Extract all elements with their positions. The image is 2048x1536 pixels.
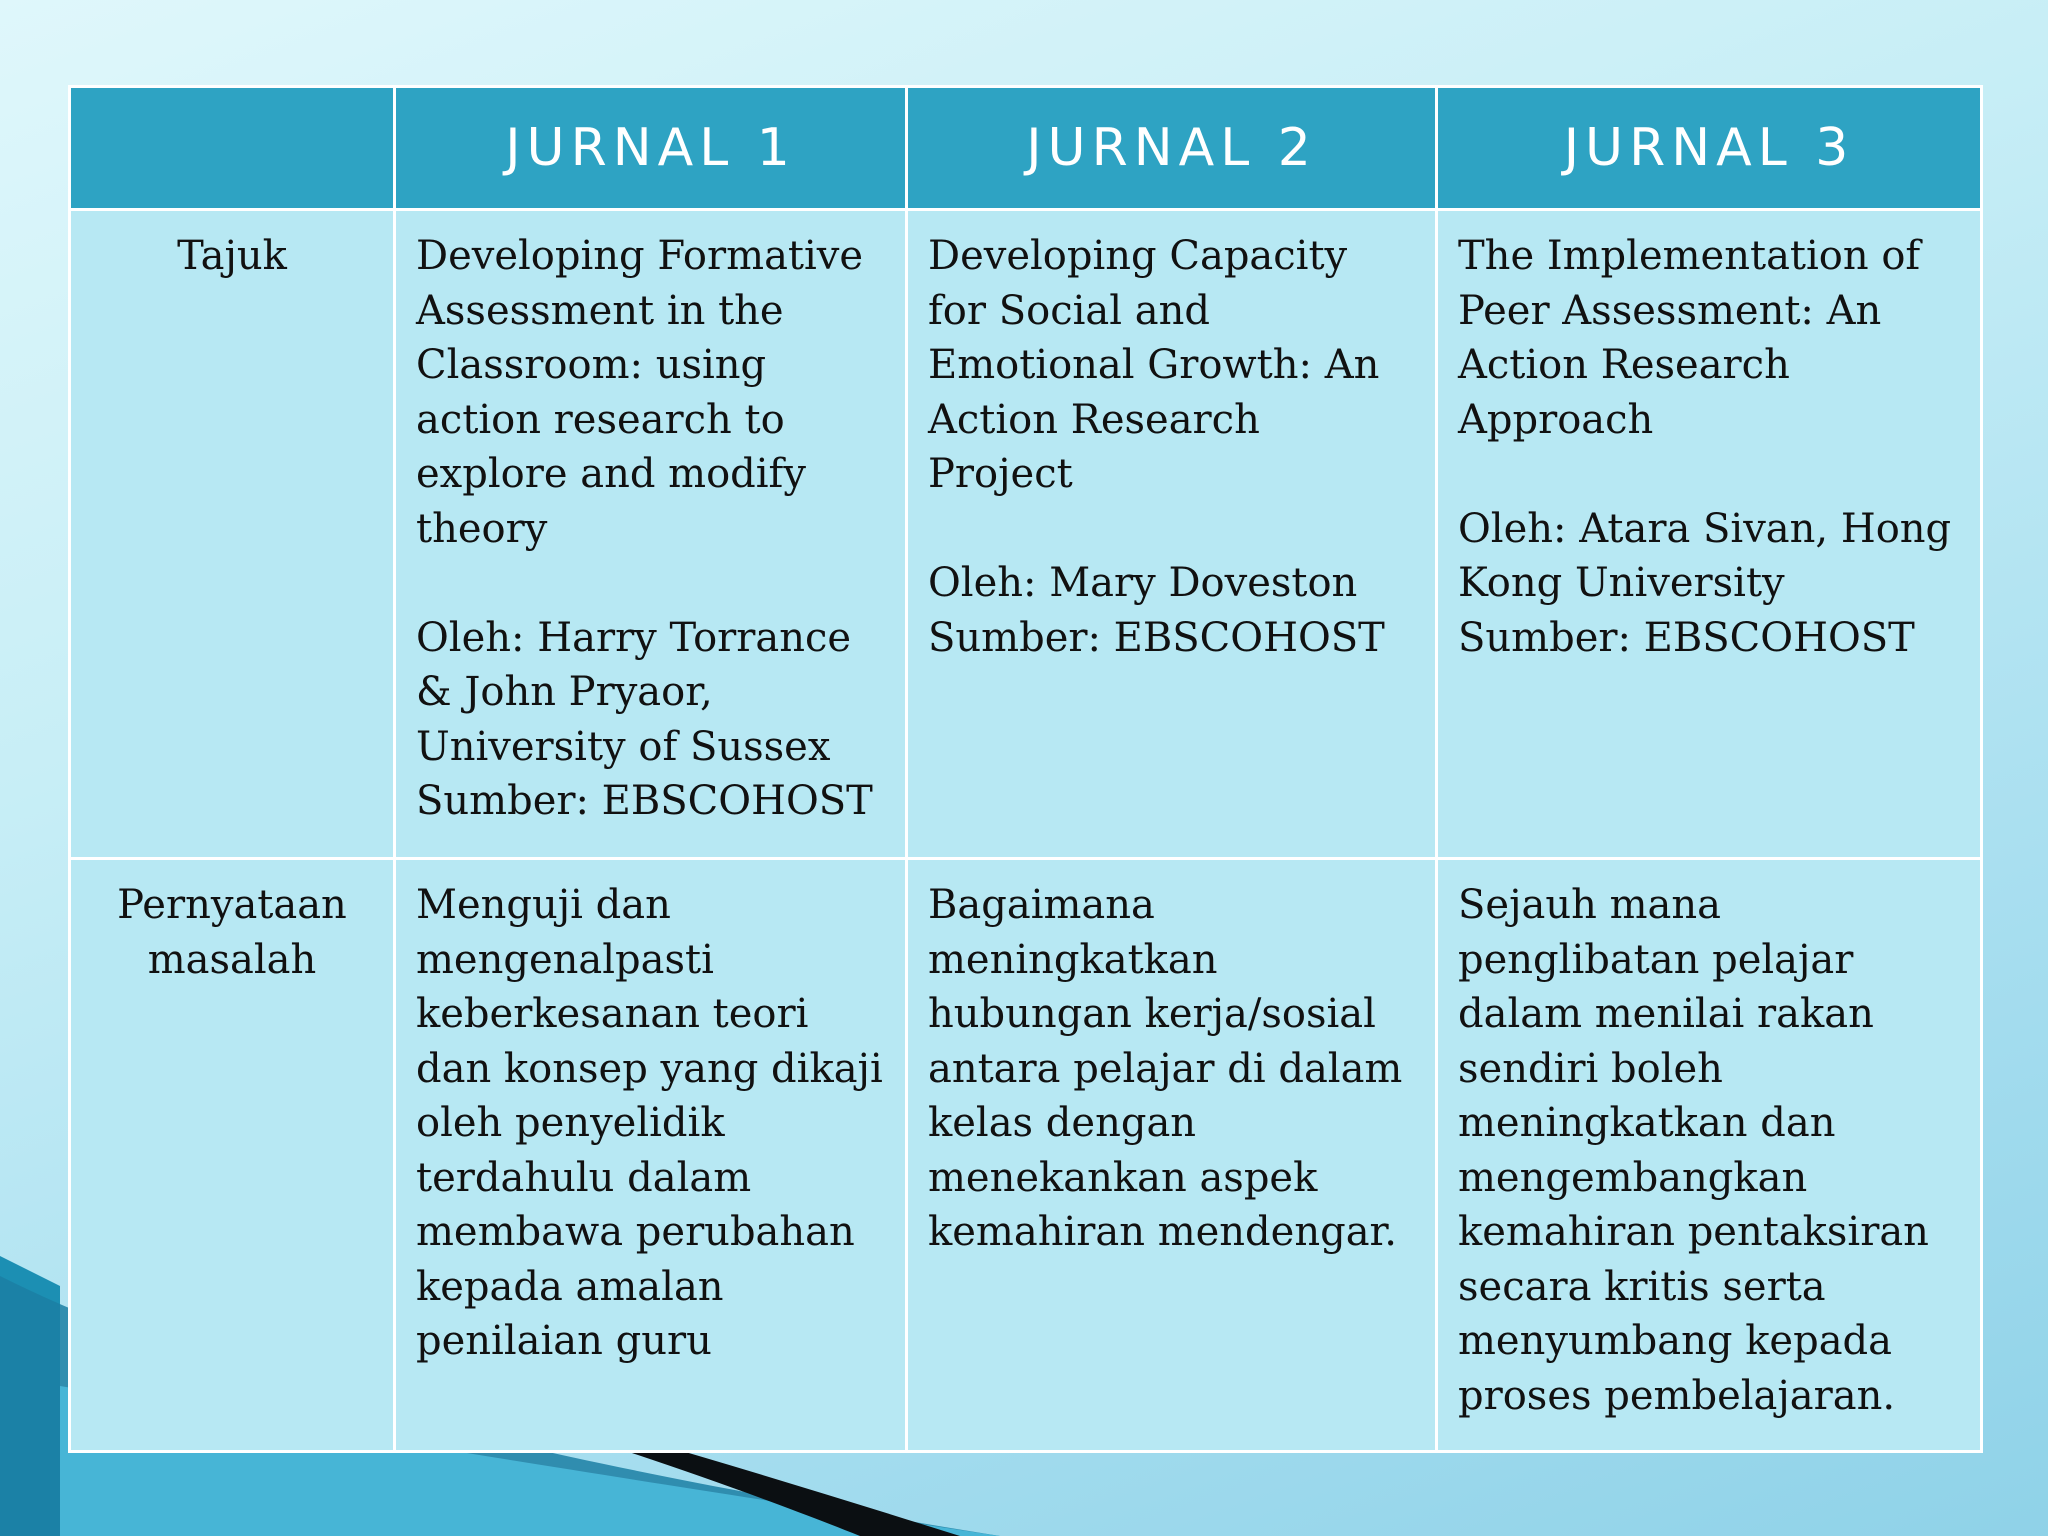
table-cell: Sejauh mana penglibatan pelajar dalam menilai rakan sendiri boleh meningkatkan dan mengembangkan kemahiran pentaksiran secara kritis serta menyumbang kepada proses pembelajaran. <box>1437 859 1982 1452</box>
table-cell: Bagaimana meningkatkan hubungan kerja/sosial antara pelajar di dalam kelas dengan menekankan aspek kemahiran mendengar. <box>907 859 1437 1452</box>
journal-comparison-table <box>68 85 1983 1453</box>
table-cell: Menguji dan mengenalpasti keberkesanan teori dan konsep yang dikaji oleh penyelidik terdahulu dalam membawa perubahan kepada amalan penilaian guru <box>395 859 907 1452</box>
header-row <box>70 87 1982 210</box>
row-label-tajuk: Tajuk <box>70 210 395 859</box>
header-cell-jurnal-2: JURNAL 2 <box>907 87 1437 210</box>
header-cell-jurnal-3: JURNAL 3 <box>1437 87 1982 210</box>
row-label-pernyataan-masalah: Pernyataan masalah <box>70 859 395 1452</box>
table-row-tajuk <box>70 210 1982 859</box>
table-cell: The Implementation of Peer Assessment: An Action Research Approach Oleh: Atara Sivan, Hong Kong University Sumber: EBSCOHOST <box>1437 210 1982 859</box>
header-cell-empty <box>70 87 395 210</box>
header-cell-jurnal-1: JURNAL 1 <box>395 87 907 210</box>
table-cell: Developing Formative Assessment in the Classroom: using action research to explore and modify theory Oleh: Harry Torrance & John Pryaor, University of Sussex Sumber: EBSCOHOST <box>395 210 907 859</box>
table-row-pernyataan-masalah <box>70 859 1982 1452</box>
table-cell: Developing Capacity for Social and Emotional Growth: An Action Research Project Oleh: Mary Doveston Sumber: EBSCOHOST <box>907 210 1437 859</box>
